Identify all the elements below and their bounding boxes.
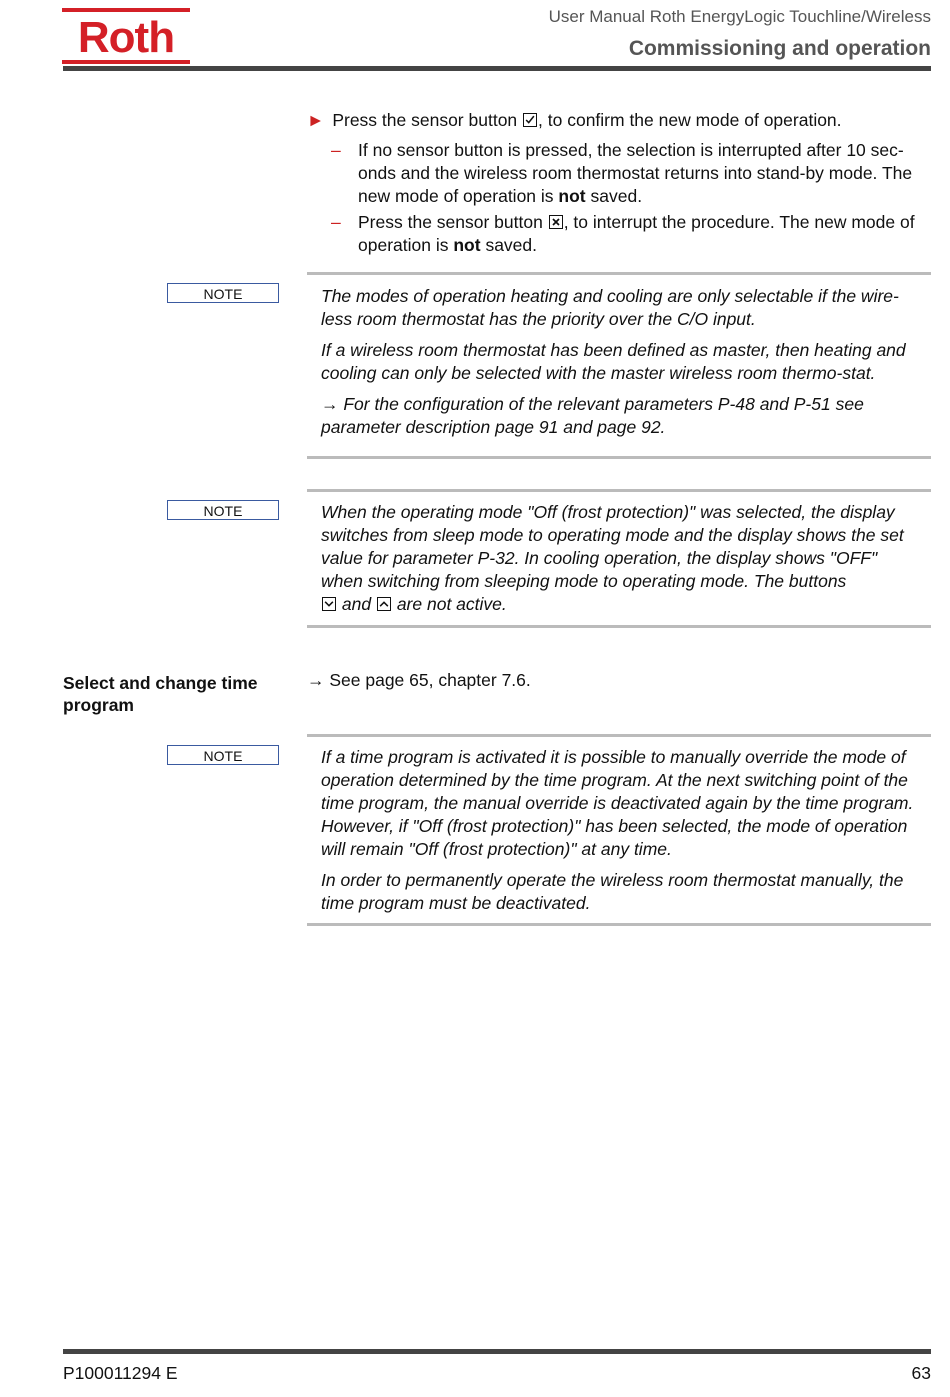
note-text: In order to permanently operate the wireless room thermostat manually, the time program must be deactivated. — [321, 870, 904, 913]
chapter-title: Commissioning and operation — [628, 37, 931, 60]
substep-timeout: – If no sensor button is pressed, the selection is interrupted after 10 sec-onds and the wireless room thermostat returns into stand-by mode. The new mode of operation is not saved. — [331, 140, 913, 206]
step-arrow-icon: ► — [307, 110, 325, 130]
note-text: If a time program is activated it is possible to manually override the mode of operation determined by the time program. At the next switching point of the time program, the manual override is deactivated again by the time program. However, if "Off (frost protection)" has been selected, the mode of operation will remain "Off (frost protection)" at any time. — [321, 747, 914, 859]
cross-reference-link[interactable]: → See page 65, chapter 7.6. — [307, 670, 531, 690]
note-label: NOTE — [167, 745, 279, 765]
confirm-step: ► Press the sensor button , to confirm the new mode of operation. — [307, 110, 842, 130]
document-id: P100011294 E — [63, 1363, 178, 1383]
chevron-down-icon — [322, 597, 336, 611]
note-text: If a wireless room thermostat has been defined as master, then heating and cooling can only be selected with the master wireless room thermo-stat. — [321, 340, 906, 383]
page-number: 63 — [911, 1363, 931, 1383]
note-box: When the operating mode "Off (frost protection)" was selected, the display switches from sleep mode to operating mode and the display shows the set value for parameter P-32. In cooling operation, the display shows "OFF" when switching from sleeping mode to operating mode. The buttons and are not active. — [307, 489, 931, 628]
chevron-up-icon — [377, 597, 391, 611]
cross-icon — [549, 215, 563, 229]
dash-icon: – — [331, 212, 341, 232]
note-text: When the operating mode "Off (frost protection)" was selected, the display switches from sleep mode to operating mode and the display shows the set value for parameter P-32. In cooling operation, the display shows "OFF" when switching from sleeping mode to operating mode. The buttons — [321, 502, 904, 591]
note-label: NOTE — [167, 500, 279, 520]
note-text: The modes of operation heating and cooling are only selectable if the wire-less room thermostat has the priority over the C/O input. — [321, 286, 899, 329]
roth-logo — [62, 8, 190, 64]
header-rule — [63, 66, 931, 71]
section-heading: Select and change time program — [63, 673, 258, 715]
note-label: NOTE — [167, 283, 279, 303]
note-reference: → For the configuration of the relevant parameters P-48 and P-51 see parameter description page 91 and page 92. — [321, 394, 864, 437]
substep-interrupt: – Press the sensor button , to interrupt the procedure. The new mode of operation is not saved. — [331, 212, 915, 255]
note-box — [307, 734, 931, 926]
check-icon — [523, 113, 537, 127]
svg-text:Roth: Roth — [77, 13, 175, 62]
manual-title: User Manual Roth EnergyLogic Touchline/Wireless — [548, 7, 931, 26]
dash-icon: – — [331, 140, 341, 160]
footer-rule — [63, 1349, 931, 1354]
note-box — [307, 272, 931, 459]
